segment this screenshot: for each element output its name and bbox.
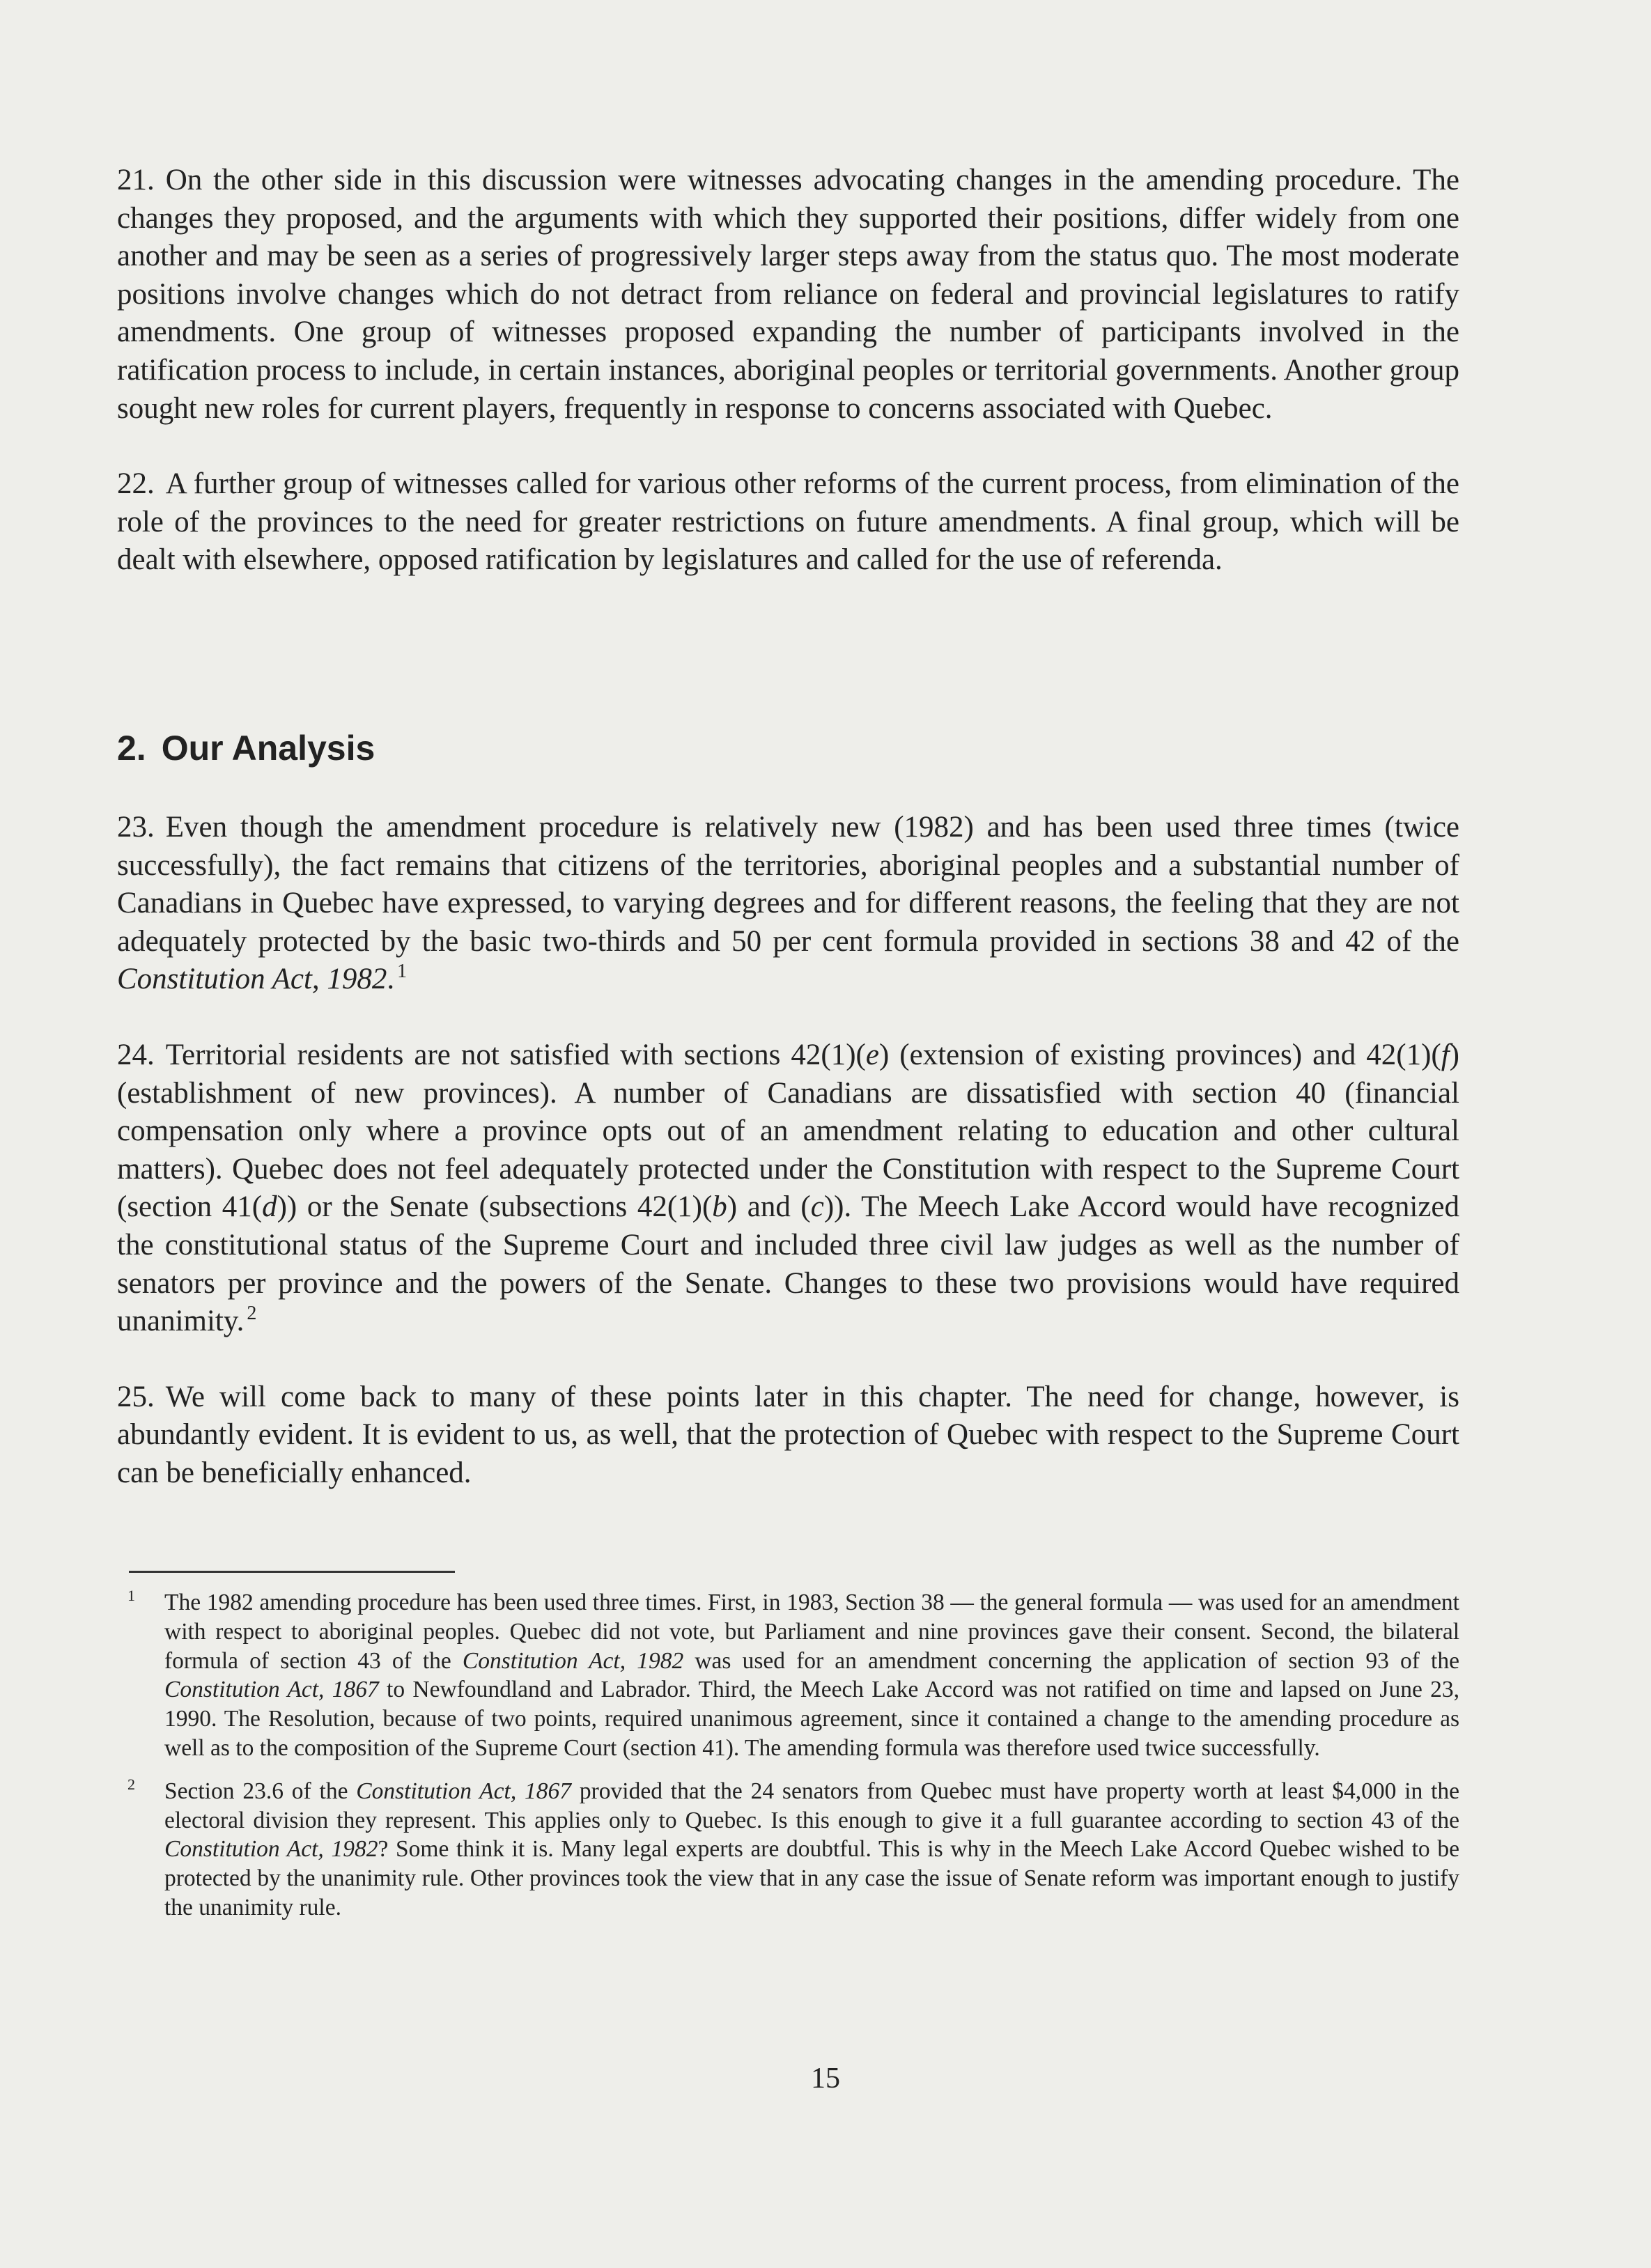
footnote-text: was used for an amendment concerning the application of section 93 of the <box>683 1647 1459 1674</box>
section-title: Our Analysis <box>161 729 375 768</box>
body-text-lower <box>117 809 1459 1530</box>
paragraph-text: A further group of witnesses called for various other reforms of the current process, from elimination of the role of the provinces to the need for greater restrictions on future amendments. A final group, which will be dealt with elsewhere, opposed ratification by legislatures and called for the use of referenda. <box>117 467 1459 577</box>
section-number: 2. <box>117 729 146 768</box>
footnote-text: to Newfoundland and Labrador. Third, the Meech Lake Accord was not ratified on time and lapsed on June 23, 1990. The Resolution, because of two points, required unanimous agreement, since it contained a change to the amending procedure as well as to the composition of the Supreme Court (section 41). The amending formula was therefore used twice successfully. <box>164 1677 1460 1761</box>
footnote-text: ? Some think it is. Many legal experts are doubtful. This is why in the Meech Lake Accord Quebec wished to be protected by the unanimity rule. Other provinces took the view that in any case the issue of Senate reform was important enough to justify the unanimity rule. <box>164 1836 1459 1920</box>
footnote-reference[interactable]: 2 <box>247 1303 257 1325</box>
paragraph-text: )). The Meech Lake Accord would have recognized the constitutional status of the Supreme Court and included three civil law judges as well as the number of senators per province and the powers of the Senate. Changes to these two provisions would have required unanimity. <box>117 1190 1460 1338</box>
paragraph-text: Even though the amendment procedure is relatively new (1982) and has been used three times (twice successfully), the fact remains that citizens of the territories, aboriginal peoples and a substantial number of Canadians in Quebec have expressed, to varying degrees and for different reasons, the feeling that they are not adequately protected by the basic two-thirds and 50 per cent formula provided in sections 38 and 42 of the <box>117 811 1459 958</box>
footnote-reference[interactable]: 1 <box>397 961 408 983</box>
paragraph-number: 22. <box>117 467 155 501</box>
paragraph-text: We will come back to many of these points later in this chapter. The need for change, however, is abundantly evident. It is evident to us, as well, that the protection of Quebec with respect to the Supreme Court can be beneficially enhanced. <box>117 1380 1459 1489</box>
page-number: 15 <box>811 2063 840 2095</box>
paragraph-number: 25. <box>117 1380 155 1413</box>
footnote-marker: 2 <box>127 1775 135 1793</box>
footnote-text: provided that the 24 senators from Quebec must have property worth at least $4,000 in the electoral division they represent. This applies only to Quebec. Is this enough to give it a full guarantee according to section 43 of the <box>164 1778 1459 1833</box>
body-text-upper <box>117 162 1459 617</box>
paragraph-number: 24. <box>117 1038 155 1071</box>
act-title: Constitution Act, 1982 <box>164 1836 378 1863</box>
paragraph-text: Territorial residents are not satisfied with sections 42(1)( <box>165 1038 866 1071</box>
act-title: Constitution Act, 1867 <box>164 1677 379 1703</box>
footnotes <box>127 1588 1459 1936</box>
paragraph-text: On the other side in this discussion were witnesses advocating changes in the amending procedure. The changes they proposed, and the arguments with which they supported their positions, differ widely from one another and may be seen as a series of progressively larger steps away from the status quo. The most moderate positions involve changes which do not detract from reliance on federal and provincial legislatures to ratify amendments. One group of witnesses proposed expanding the number of participants involved in the ratification process to include, in certain instances, aboriginal peoples or territorial governments. Another group sought new roles for current players, frequently in response to concerns associated with Quebec. <box>117 164 1459 425</box>
footnote-text: Section 23.6 of the <box>164 1778 357 1804</box>
italic-letter: b <box>712 1190 727 1224</box>
paragraph-text: . <box>387 963 395 996</box>
paragraph-text: ) (establishment of new provinces). A number of Canadians are dissatisfied with section 40 (financial compensation only where a province opts out of an amendment relating to education and other cultural matters). Quebec does not feel adequately protected under the Constitution with respect to the Supreme Court (section 41( <box>117 1038 1459 1224</box>
italic-letter: d <box>262 1190 277 1224</box>
act-title: Constitution Act, 1867 <box>356 1778 572 1804</box>
footnote-1 <box>127 1588 1459 1763</box>
act-title: Constitution Act, 1982 <box>117 963 387 996</box>
act-title: Constitution Act, 1982 <box>462 1647 684 1674</box>
italic-letter: f <box>1441 1038 1450 1071</box>
paragraph-21 <box>117 162 1459 428</box>
section-heading <box>117 728 375 768</box>
paragraph-text: )) or the Senate (subsections 42(1)( <box>277 1190 713 1224</box>
paragraph-number: 23. <box>117 811 155 844</box>
paragraph-text: ) (extension of existing provinces) and 42(1)( <box>878 1038 1441 1071</box>
paragraph-25 <box>117 1378 1459 1493</box>
italic-letter: c <box>810 1190 824 1224</box>
italic-letter: e <box>865 1038 879 1071</box>
paragraph-24 <box>117 1036 1459 1341</box>
footnote-text: The 1982 amending procedure has been used three times. First, in 1983, Section 38 — the general formula — was used for an amendment with respect to aboriginal peoples. Quebec did not vote, but Parliament and nine provinces gave their consent. Second, the bilateral formula of section 43 of the <box>164 1590 1459 1674</box>
paragraph-number: 21. <box>117 164 155 196</box>
footnote-marker: 1 <box>127 1587 135 1604</box>
footnote-divider <box>129 1571 455 1573</box>
paragraph-22 <box>117 465 1459 580</box>
footnote-2 <box>127 1777 1459 1923</box>
paragraph-23 <box>117 809 1459 999</box>
paragraph-text: ) and ( <box>727 1190 811 1224</box>
